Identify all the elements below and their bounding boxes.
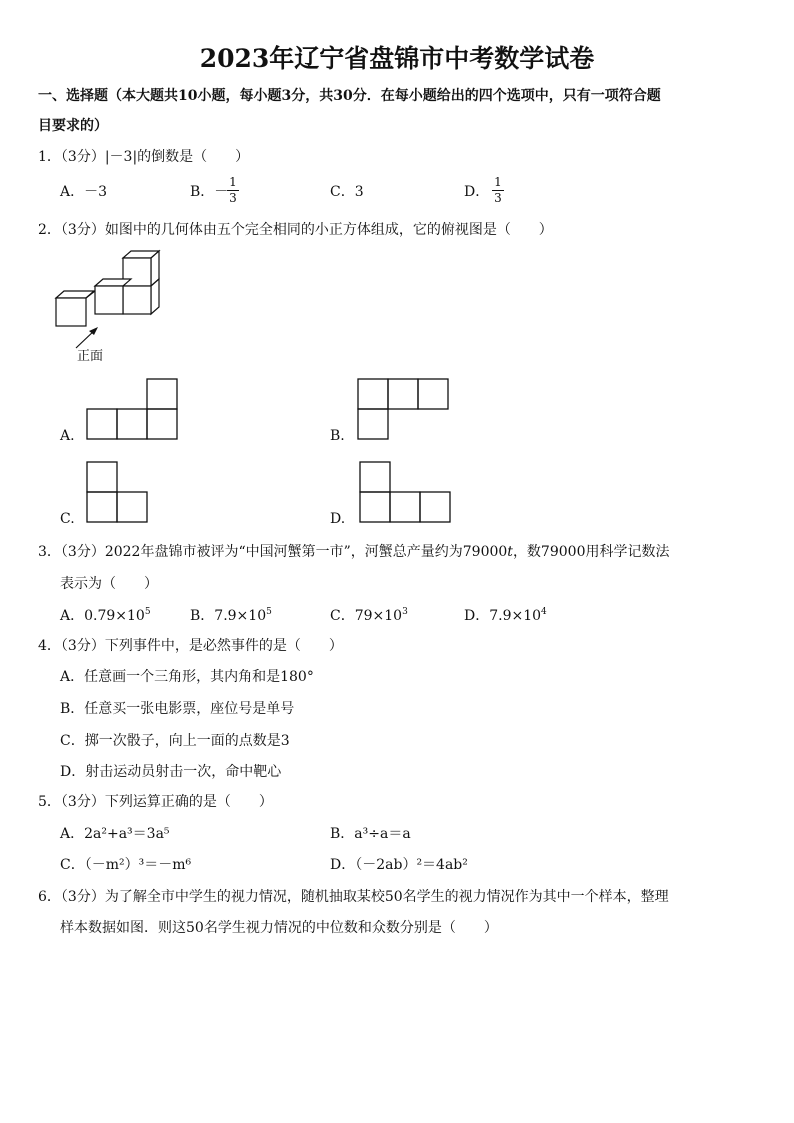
q3-b-base: B．7.9×10 <box>190 608 267 624</box>
question-6-stem-line2: 样本数据如图．则这50名学生视力情况的中位数和众数分别是（ ） <box>60 920 498 936</box>
question-3-stem-line2: 表示为（ ） <box>60 576 158 592</box>
question-5-stem: 5．（3分）下列运算正确的是（ ） <box>38 794 273 810</box>
q3-option-d <box>464 607 547 625</box>
q2-option-a-figure <box>86 378 178 440</box>
q1-option-a: A．－3 <box>60 184 108 200</box>
q4-option-a: A．任意画一个三角形，其内角和是180° <box>60 669 314 685</box>
q1-option-d-fraction <box>492 176 504 205</box>
q1-option-b-prefix: B．－ <box>190 184 229 200</box>
q4-option-b: B．任意买一张电影票，座位号是单号 <box>60 701 295 717</box>
q3-b-exp: 5 <box>266 607 272 617</box>
q2-option-a-label: A. <box>60 428 75 444</box>
question-4-stem: 4．（3分）下列事件中，是必然事件的是（ ） <box>38 638 343 654</box>
q1-b-denominator: 3 <box>229 191 237 205</box>
section-header-line2: 目要求的） <box>38 118 108 134</box>
q1-d-numerator: 1 <box>494 175 502 189</box>
q2-option-c-label: C. <box>60 511 75 527</box>
q3-unit: t <box>507 544 513 560</box>
q5-option-a: A．2a²+a³＝3a⁵ <box>60 826 170 842</box>
question-3-stem-line1 <box>38 543 669 561</box>
q5-option-c: C．（－m²）³＝－m⁶ <box>60 857 192 873</box>
q2-option-b-figure <box>357 378 449 440</box>
q3-option-b <box>190 607 272 625</box>
question-2-stem: 2．（3分）如图中的几何体由五个完全相同的小正方体组成，它的俯视图是（ ） <box>38 222 553 238</box>
q3-c-base: C．79×10 <box>330 608 403 624</box>
q1-option-d-prefix: D． <box>464 184 490 200</box>
question-1-stem: 1．（3分）|－3|的倒数是（ ） <box>38 149 250 165</box>
q1-b-numerator: 1 <box>229 175 237 189</box>
q3-option-a <box>60 607 151 625</box>
q5-option-b: B．a³÷a＝a <box>330 826 411 842</box>
q4-option-d: D．射击运动员射击一次，命中靶心 <box>60 764 282 780</box>
q3-a-base: A．0.79×10 <box>60 608 145 624</box>
q2-option-d-label: D. <box>330 511 346 527</box>
q1-option-c: C．3 <box>330 184 364 200</box>
q3-stem-text-2: ，数79000用科学记数法 <box>512 544 670 560</box>
q2-option-b-label: B. <box>330 428 345 444</box>
page-title: 2023年辽宁省盘锦市中考数学试卷 <box>199 44 595 73</box>
q1-d-denominator: 3 <box>494 191 502 205</box>
q3-c-exp: 3 <box>402 607 408 617</box>
q3-stem-text: 3．（3分）2022年盘锦市被评为“中国河蟹第一市”，河蟹总产量约为79000 <box>38 544 508 560</box>
q4-option-c: C．掷一次骰子，向上一面的点数是3 <box>60 733 290 749</box>
q1-option-b-fraction <box>227 176 239 205</box>
q2-option-c-figure <box>86 461 148 523</box>
q3-option-c <box>330 607 408 625</box>
q5-option-d: D．（－2ab）²＝4ab² <box>330 857 468 873</box>
q3-d-base: D．7.9×10 <box>464 608 542 624</box>
front-view-label: 正面 <box>77 349 104 364</box>
q2-option-d-figure <box>359 461 451 523</box>
q3-a-exp: 5 <box>144 607 151 617</box>
question-6-stem-line1: 6．（3分）为了解全市中学生的视力情况，随机抽取某校50名学生的视力情况作为其中一个样本，整理 <box>38 889 669 905</box>
q3-d-exp: 4 <box>541 607 547 617</box>
cube-solid-figure <box>50 248 160 328</box>
section-header-line1: 一、选择题（本大题共10小题，每小题3分，共30分．在每小题给出的四个选项中，只有一项符合题 <box>38 88 661 104</box>
